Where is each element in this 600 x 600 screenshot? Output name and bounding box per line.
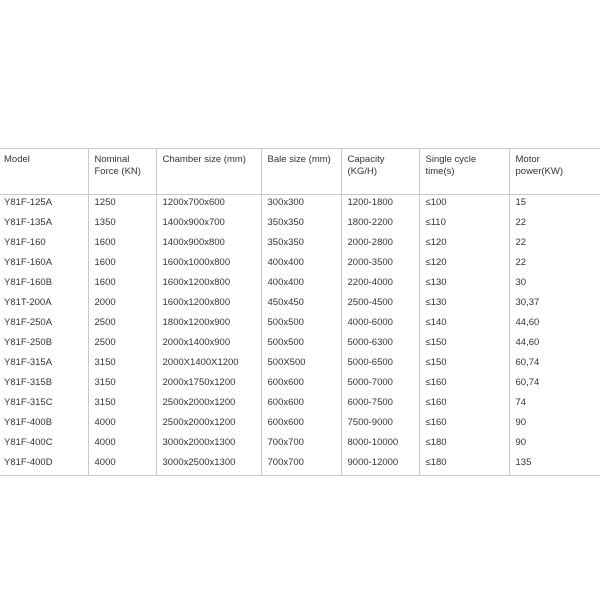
cell-model: Y81F-400D bbox=[0, 455, 88, 476]
cell-bale-size: 350x350 bbox=[261, 235, 341, 255]
cell-bale-size: 350x350 bbox=[261, 215, 341, 235]
column-header-capacity bbox=[341, 149, 419, 195]
column-header-bale-size bbox=[261, 149, 341, 195]
cell-model: Y81T-200A bbox=[0, 295, 88, 315]
cell-bale-size: 700x700 bbox=[261, 455, 341, 476]
cell-single-cycle-time: ≤180 bbox=[419, 435, 509, 455]
column-header-chamber-size bbox=[156, 149, 261, 195]
cell-capacity: 6000-7500 bbox=[341, 395, 419, 415]
cell-bale-size: 600x600 bbox=[261, 415, 341, 435]
header-line-1: Bale size (mm) bbox=[267, 154, 331, 165]
cell-bale-size: 600x600 bbox=[261, 395, 341, 415]
table-body bbox=[0, 195, 600, 476]
cell-motor-power: 135 bbox=[509, 455, 600, 476]
cell-capacity: 9000-12000 bbox=[341, 455, 419, 476]
cell-motor-power: 22 bbox=[509, 255, 600, 275]
table-row bbox=[0, 275, 600, 295]
cell-model: Y81F-125A bbox=[0, 195, 88, 216]
cell-capacity: 7500-9000 bbox=[341, 415, 419, 435]
cell-chamber-size: 1400x900x700 bbox=[156, 215, 261, 235]
cell-nominal-force: 1250 bbox=[88, 195, 156, 216]
cell-chamber-size: 1600x1000x800 bbox=[156, 255, 261, 275]
cell-model: Y81F-160 bbox=[0, 235, 88, 255]
header-line-2: Force (KN) bbox=[94, 166, 141, 177]
cell-nominal-force: 1600 bbox=[88, 255, 156, 275]
cell-motor-power: 30 bbox=[509, 275, 600, 295]
cell-chamber-size: 2500x2000x1200 bbox=[156, 395, 261, 415]
table-row bbox=[0, 195, 600, 216]
cell-nominal-force: 1600 bbox=[88, 235, 156, 255]
header-line-1: Single cycle bbox=[425, 154, 477, 165]
cell-single-cycle-time: ≤150 bbox=[419, 335, 509, 355]
specification-table-container bbox=[0, 148, 600, 476]
cell-bale-size: 450x450 bbox=[261, 295, 341, 315]
cell-model: Y81F-315C bbox=[0, 395, 88, 415]
cell-single-cycle-time: ≤160 bbox=[419, 375, 509, 395]
cell-motor-power: 60,74 bbox=[509, 375, 600, 395]
cell-nominal-force: 4000 bbox=[88, 455, 156, 476]
cell-nominal-force: 2000 bbox=[88, 295, 156, 315]
cell-single-cycle-time: ≤100 bbox=[419, 195, 509, 216]
cell-chamber-size: 2000x1750x1200 bbox=[156, 375, 261, 395]
cell-model: Y81F-160B bbox=[0, 275, 88, 295]
cell-chamber-size: 2000X1400X1200 bbox=[156, 355, 261, 375]
cell-bale-size: 400x400 bbox=[261, 275, 341, 295]
table-row bbox=[0, 435, 600, 455]
cell-single-cycle-time: ≤130 bbox=[419, 295, 509, 315]
cell-single-cycle-time: ≤160 bbox=[419, 415, 509, 435]
cell-model: Y81F-135A bbox=[0, 215, 88, 235]
cell-motor-power: 22 bbox=[509, 215, 600, 235]
cell-bale-size: 700x700 bbox=[261, 435, 341, 455]
header-line-2: power(KW) bbox=[515, 166, 564, 177]
cell-bale-size: 500X500 bbox=[261, 355, 341, 375]
cell-capacity: 2000-2800 bbox=[341, 235, 419, 255]
cell-model: Y81F-315B bbox=[0, 375, 88, 395]
column-header-single-cycle-time bbox=[419, 149, 509, 195]
cell-chamber-size: 1400x900x800 bbox=[156, 235, 261, 255]
table-row bbox=[0, 315, 600, 335]
cell-motor-power: 60,74 bbox=[509, 355, 600, 375]
cell-nominal-force: 3150 bbox=[88, 395, 156, 415]
cell-chamber-size: 1600x1200x800 bbox=[156, 275, 261, 295]
cell-chamber-size: 2500x2000x1200 bbox=[156, 415, 261, 435]
cell-chamber-size: 1800x1200x900 bbox=[156, 315, 261, 335]
cell-motor-power: 30,37 bbox=[509, 295, 600, 315]
header-line-1: Model bbox=[4, 154, 30, 165]
cell-single-cycle-time: ≤110 bbox=[419, 215, 509, 235]
header-line-1: Capacity bbox=[347, 154, 385, 165]
cell-chamber-size: 2000x1400x900 bbox=[156, 335, 261, 355]
cell-chamber-size: 1600x1200x800 bbox=[156, 295, 261, 315]
cell-motor-power: 90 bbox=[509, 435, 600, 455]
table-row bbox=[0, 335, 600, 355]
cell-capacity: 8000-10000 bbox=[341, 435, 419, 455]
cell-model: Y81F-400C bbox=[0, 435, 88, 455]
cell-model: Y81F-250A bbox=[0, 315, 88, 335]
cell-bale-size: 600x600 bbox=[261, 375, 341, 395]
cell-single-cycle-time: ≤130 bbox=[419, 275, 509, 295]
table-row bbox=[0, 235, 600, 255]
cell-nominal-force: 1350 bbox=[88, 215, 156, 235]
cell-motor-power: 90 bbox=[509, 415, 600, 435]
cell-nominal-force: 4000 bbox=[88, 435, 156, 455]
cell-motor-power: 44,60 bbox=[509, 315, 600, 335]
cell-bale-size: 500x500 bbox=[261, 335, 341, 355]
cell-nominal-force: 3150 bbox=[88, 355, 156, 375]
table-row bbox=[0, 395, 600, 415]
column-header-motor-power bbox=[509, 149, 600, 195]
cell-motor-power: 22 bbox=[509, 235, 600, 255]
header-line-1: Nominal bbox=[94, 154, 130, 165]
cell-capacity: 4000-6000 bbox=[341, 315, 419, 335]
cell-capacity: 2200-4000 bbox=[341, 275, 419, 295]
table-row bbox=[0, 415, 600, 435]
cell-model: Y81F-400B bbox=[0, 415, 88, 435]
cell-model: Y81F-315A bbox=[0, 355, 88, 375]
header-line-2: (KG/H) bbox=[347, 166, 378, 177]
cell-single-cycle-time: ≤160 bbox=[419, 395, 509, 415]
cell-capacity: 5000-6500 bbox=[341, 355, 419, 375]
cell-single-cycle-time: ≤120 bbox=[419, 235, 509, 255]
cell-single-cycle-time: ≤180 bbox=[419, 455, 509, 476]
table-header-row bbox=[0, 149, 600, 195]
cell-nominal-force: 2500 bbox=[88, 335, 156, 355]
header-line-2: time(s) bbox=[425, 166, 455, 177]
cell-capacity: 1800-2200 bbox=[341, 215, 419, 235]
cell-single-cycle-time: ≤120 bbox=[419, 255, 509, 275]
specification-table bbox=[0, 148, 600, 476]
cell-motor-power: 15 bbox=[509, 195, 600, 216]
cell-capacity: 2500-4500 bbox=[341, 295, 419, 315]
cell-chamber-size: 3000x2500x1300 bbox=[156, 455, 261, 476]
cell-single-cycle-time: ≤140 bbox=[419, 315, 509, 335]
cell-bale-size: 300x300 bbox=[261, 195, 341, 216]
table-row bbox=[0, 295, 600, 315]
cell-capacity: 1200-1800 bbox=[341, 195, 419, 216]
table-row bbox=[0, 455, 600, 476]
table-row bbox=[0, 215, 600, 235]
column-header-nominal-force bbox=[88, 149, 156, 195]
cell-nominal-force: 2500 bbox=[88, 315, 156, 335]
cell-motor-power: 44,60 bbox=[509, 335, 600, 355]
cell-bale-size: 400x400 bbox=[261, 255, 341, 275]
cell-nominal-force: 4000 bbox=[88, 415, 156, 435]
table-header bbox=[0, 149, 600, 195]
table-row bbox=[0, 375, 600, 395]
cell-capacity: 5000-6300 bbox=[341, 335, 419, 355]
cell-model: Y81F-250B bbox=[0, 335, 88, 355]
header-line-1: Chamber size (mm) bbox=[162, 154, 246, 165]
cell-model: Y81F-160A bbox=[0, 255, 88, 275]
cell-nominal-force: 3150 bbox=[88, 375, 156, 395]
table-row bbox=[0, 255, 600, 275]
cell-chamber-size: 1200x700x600 bbox=[156, 195, 261, 216]
cell-capacity: 5000-7000 bbox=[341, 375, 419, 395]
cell-nominal-force: 1600 bbox=[88, 275, 156, 295]
cell-single-cycle-time: ≤150 bbox=[419, 355, 509, 375]
column-header-model bbox=[0, 149, 88, 195]
cell-motor-power: 74 bbox=[509, 395, 600, 415]
cell-bale-size: 500x500 bbox=[261, 315, 341, 335]
table-row bbox=[0, 355, 600, 375]
cell-chamber-size: 3000x2000x1300 bbox=[156, 435, 261, 455]
cell-capacity: 2000-3500 bbox=[341, 255, 419, 275]
header-line-1: Motor bbox=[515, 154, 540, 165]
